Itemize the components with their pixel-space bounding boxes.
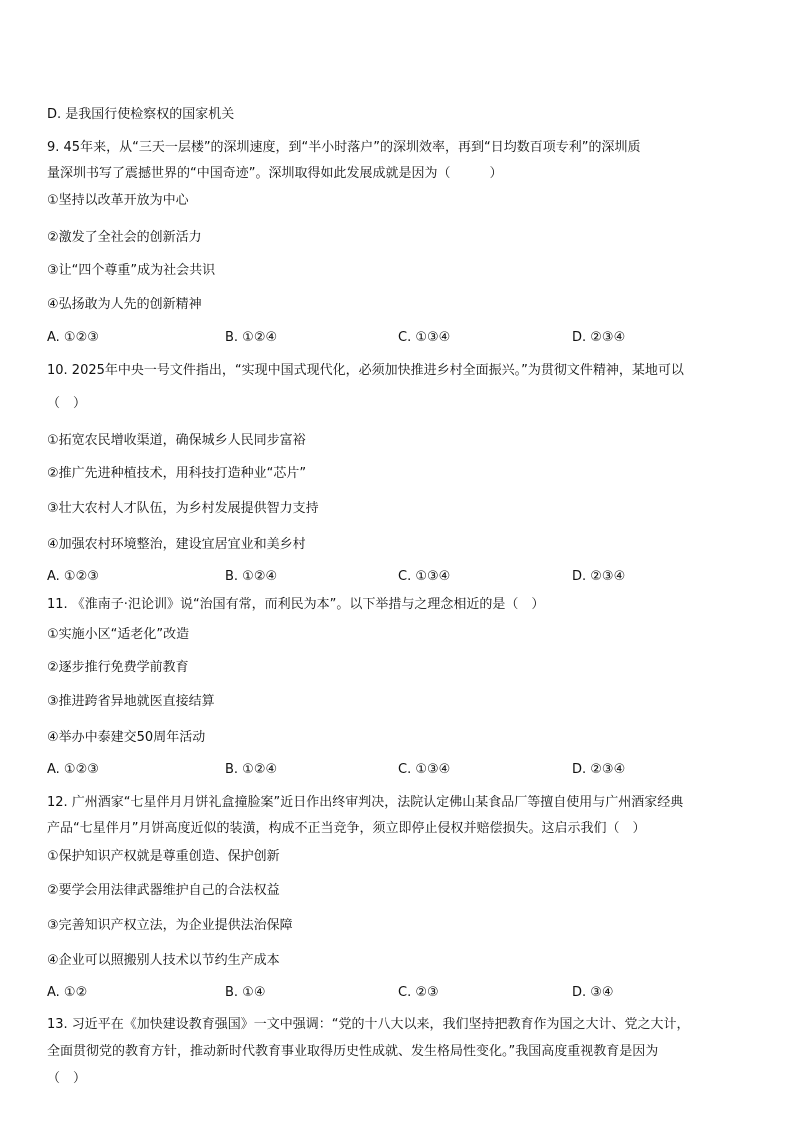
q9-option-c: C. ①③④ [398,330,451,345]
q11-statement-3: ③推进跨省异地就医直接结算 [47,694,215,709]
q10-statement-2: ②推广先进种植技术，用科技打造种业“芯片” [47,466,307,481]
q11-answer-options [47,761,747,779]
q11-statement-2: ②逐步推行免费学前教育 [47,660,189,675]
q12-stem-line-2: 产品“七星伴月”月饼高度近似的装潢，构成不正当竞争，须立即停止侵权并赔偿损失。这启示我们（ ） [47,821,646,836]
q10-option-c: C. ①③④ [398,569,451,584]
q12-statement-4: ④企业可以照搬别人技术以节约生产成本 [47,953,280,968]
q12-statement-2: ②要学会用法律武器维护自己的合法权益 [47,883,280,898]
q13-stem-line-3: （ ） [47,1071,87,1086]
q10-statement-4: ④加强农村环境整治，建设宜居宜业和美乡村 [47,537,306,552]
q11-option-a: A. ①②③ [47,762,99,777]
q11-statement-1: ①实施小区“适老化”改造 [47,627,190,642]
q12-statement-1: ①保护知识产权就是尊重创造、保护创新 [47,849,280,864]
q10-option-d: D. ②③④ [572,569,626,584]
q12-answer-options [47,984,747,1002]
q12-option-d: D. ③④ [572,985,614,1000]
q9-option-d: D. ②③④ [572,330,626,345]
q9-answer-options [47,329,747,347]
q10-statement-1: ①拓宽农民增收渠道，确保城乡人民同步富裕 [47,433,306,448]
q12-option-b: B. ①④ [225,985,266,1000]
q9-statement-1: ①坚持以改革开放为中心 [47,193,189,208]
q11-option-b: B. ①②④ [225,762,278,777]
q9-stem-line-2: 量深圳书写了震撼世界的“中国奇迹”。深圳取得如此发展成就是因为（ ） [47,166,503,181]
q8-option-d: D. 是我国行使检察权的国家机关 [47,107,235,122]
q10-option-a: A. ①②③ [47,569,99,584]
q11-statement-4: ④举办中泰建交50周年活动 [47,730,206,745]
q11-stem: 11. 《淮南子·氾论训》说“治国有常，而利民为本”。以下举措与之理念相近的是（ ） [47,597,545,612]
q10-answer-options [47,568,747,586]
q9-option-a: A. ①②③ [47,330,99,345]
q11-option-d: D. ②③④ [572,762,626,777]
q13-stem-line-2: 全面贯彻党的教育方针，推动新时代教育事业取得历史性成就、发生格局性变化。”我国高度重视教育是因为 [47,1044,659,1059]
q12-stem-line-1: 12. 广州酒家“七星伴月月饼礼盒撞脸案”近日作出终审判决，法院认定佛山某食品厂等擅自使用与广州酒家经典 [47,795,684,810]
q11-option-c: C. ①③④ [398,762,451,777]
q9-option-b: B. ①②④ [225,330,278,345]
q10-stem-line-1: 10. 2025年中央一号文件指出，“实现中国式现代化，必须加快推进乡村全面振兴。”为贯彻文件精神，某地可以 [47,363,684,378]
q9-statement-3: ③让“四个尊重”成为社会共识 [47,263,216,278]
q9-stem-line-1: 9. 45年来，从“三天一层楼”的深圳速度，到“半小时落户”的深圳效率，再到“日均数百项专利”的深圳质 [47,140,641,155]
q10-statement-3: ③壮大农村人才队伍，为乡村发展提供智力支持 [47,501,319,516]
q13-stem-line-1: 13. 习近平在《加快建设教育强国》一文中强调：“党的十八大以来，我们坚持把教育作为国之大计、党之大计， [47,1017,690,1032]
q9-statement-4: ④弘扬敢为人先的创新精神 [47,297,202,312]
q9-statement-2: ②激发了全社会的创新活力 [47,230,202,245]
q12-option-c: C. ②③ [398,985,439,1000]
q12-statement-3: ③完善知识产权立法，为企业提供法治保障 [47,918,293,933]
q12-option-a: A. ①② [47,985,88,1000]
q10-stem-line-2: （ ） [47,396,87,411]
q10-option-b: B. ①②④ [225,569,278,584]
